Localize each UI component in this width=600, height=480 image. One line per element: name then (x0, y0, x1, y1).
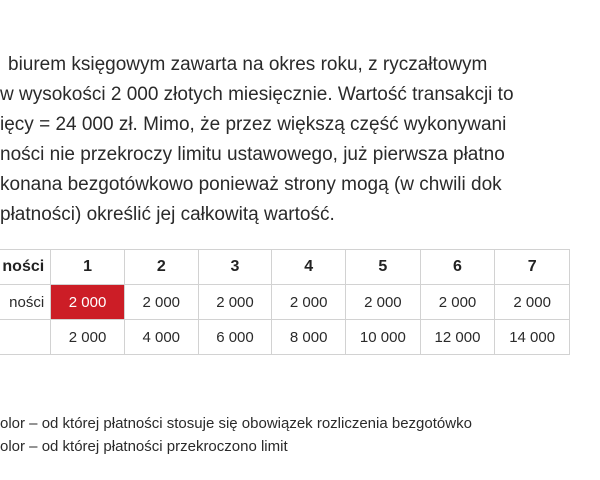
paragraph-line: konana bezgotówkowo ponieważ strony mogą (w chwili dok (0, 174, 502, 195)
table-cell: 2 000 (124, 285, 198, 320)
column-header: 5 (346, 250, 421, 285)
table-cell: 2 000 (495, 285, 570, 320)
legend-line: olor – od której płatności stosuje się obowiązek rozliczenia bezgotówko (0, 415, 472, 432)
color-legend (0, 408, 600, 468)
column-header: 1 (51, 250, 125, 285)
column-header: 3 (198, 250, 272, 285)
table-cell: 2 000 (346, 285, 421, 320)
table-cell: 6 000 (198, 320, 272, 355)
column-header: 6 (420, 250, 495, 285)
table-cell: 4 000 (124, 320, 198, 355)
highlighted-cell: 2 000 (51, 285, 125, 320)
table-cell: 2 000 (272, 285, 346, 320)
row-label-cell: ności (0, 285, 51, 320)
table-cell: 2 000 (198, 285, 272, 320)
paragraph-line: płatności) określić jej całkowitą wartość. (0, 204, 335, 225)
table-cell: 12 000 (420, 320, 495, 355)
table-row (0, 320, 570, 355)
column-header: 2 (124, 250, 198, 285)
payments-table-wrapper (0, 249, 600, 355)
table-cell: 8 000 (272, 320, 346, 355)
table-cell: 10 000 (346, 320, 421, 355)
column-header: 7 (495, 250, 570, 285)
column-header: 4 (272, 250, 346, 285)
table-row (0, 285, 570, 320)
paragraph-line: biurem księgowym zawarta na okres roku, z ryczałtowym (8, 54, 488, 75)
paragraph-line: w wysokości 2 000 złotych miesięcznie. Wartość transakcji to (0, 84, 514, 105)
table-cell: 2 000 (420, 285, 495, 320)
payments-table (0, 249, 570, 355)
table-cell: 14 000 (495, 320, 570, 355)
paragraph-line: ności nie przekroczy limitu ustawowego, już pierwsza płatno (0, 144, 505, 165)
table-header-row (0, 250, 570, 285)
table-cell: 2 000 (51, 320, 125, 355)
legend-line: olor – od której płatności przekroczono limit (0, 438, 288, 455)
header-label-cell: ności (0, 250, 51, 285)
paragraph-line: ięcy = 24 000 zł. Mimo, że przez większą część wykonywani (0, 114, 507, 135)
row-label-cell (0, 320, 51, 355)
